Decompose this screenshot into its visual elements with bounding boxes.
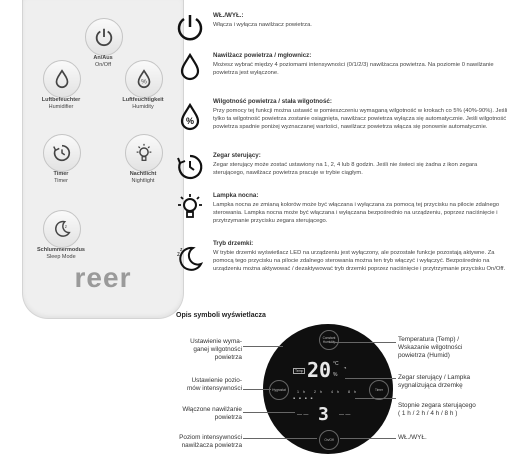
humidity-unit: % <box>333 372 338 378</box>
moon-icon <box>51 218 73 240</box>
humidifying-indicator: ▪ ▪ ▪ ▪ <box>293 396 314 402</box>
leader-line <box>243 346 283 347</box>
function-title: Lampka nocna: <box>213 192 259 199</box>
intensity-bars-left: — — <box>297 412 309 418</box>
timer-label: Timer Timer <box>53 171 69 184</box>
sleep-label: Schlummermodus Sleep Mode <box>37 247 85 260</box>
temperature-readout: 20 <box>307 358 332 382</box>
function-text: Włącza i wyłącza nawilżacz powietrza. <box>213 22 312 28</box>
function-text: Możesz wybrać między 4 poziomami intensywności (0/1/2/3) nawilżacza powietrza. Na poziomie 0 nawilżanie powietrza jest wyłączone. <box>213 62 494 76</box>
timer-status-icon: ◔ <box>343 366 347 372</box>
leader-line <box>340 438 396 439</box>
humidifier-label: Luftbefeuchter Humidifier <box>41 97 81 110</box>
callout-intensity-level: Poziom intensywności nawilżacza powietrza <box>179 434 242 450</box>
callout-timer-sleep: Zegar sterujący / Lampka sygnalizująca drzemkę <box>398 374 471 390</box>
power-icon <box>93 26 115 48</box>
function-text: Lampka nocna ze zmianą kolorów może być włączana i wyłączana za pomocą tej przycisku na pilocie zdalnego sterowania. Lampka nocna może być włączana i wyłączana bezpośrednio na urządzeniu, poprzez naciśnięcie i przytrzymanie przycisku zegara sterującego. <box>213 202 500 224</box>
function-row-nightlight <box>175 192 511 234</box>
function-text: W trybie drzemki wyświetlacz LED na urządzeniu jest wyłączony, ale pozostałe funkcje pozostają aktywne. Za pomocą tego przycisku na pilocie zdalnego sterowania można ten tryb włączyć i wyłączyć. Bezpośrednio na urządzeniu można aktywować / dezaktywować tryb drzemki poprzez naciśnięcie i przytrzymanie przycisku On/Off. <box>213 250 506 272</box>
timer-icon <box>175 152 205 182</box>
svg-text:z: z <box>177 252 180 258</box>
function-text: Przy pomocy tej funkcji można ustawić w pomieszczeniu wymaganą wilgotność w krokach co 5% (40%-90%). Jeśli tylko ta wilgotność powietrza zostanie osiągnięta, nawilżacz powietrza wyłącza się automatycznie. Jeśli wilgotność powietrza spadnie poniżej wyznaczanej wartości, nawilżacz powietrza włącza się ponownie automatycznie. <box>213 108 508 130</box>
timer-steps: 1h 2h 4h 8h <box>297 390 360 394</box>
humidity-button[interactable] <box>125 60 163 98</box>
svg-text:z: z <box>64 224 68 230</box>
humidifier-button[interactable] <box>43 60 81 98</box>
display-title: Opis symboli wyświetlacza <box>176 312 266 319</box>
droplet-icon <box>175 52 205 82</box>
lamp-icon <box>133 142 155 164</box>
constant-humidity-button[interactable]: Constant Humidity <box>319 330 339 350</box>
temp-unit: °C <box>333 361 339 367</box>
svg-text:z: z <box>180 247 183 253</box>
svg-text:%: % <box>185 116 195 126</box>
callout-humidifying-on: Włączone nawilżanie powietrza <box>182 406 242 422</box>
moon-icon <box>175 244 205 274</box>
leader-line <box>243 412 295 413</box>
function-title: Zegar sterujący: <box>213 152 261 159</box>
leader-line <box>355 398 396 399</box>
function-row-humidifier <box>175 52 511 92</box>
nightlight-label: Nachtlicht Nightlight <box>129 171 157 184</box>
droplet-icon <box>51 68 73 90</box>
function-title: Wilgotność powietrza / stała wilgotność: <box>213 98 332 105</box>
function-text: Zegar sterujący może zostać ustawiony na 1, 2, 4 lub 8 godzin. Jeśli nie świeci się żadna z ikon zegara sterującego, nawilżacz powietrza pracuje w trybie ciągłym. <box>213 162 478 176</box>
onoff-button[interactable] <box>85 18 123 56</box>
remote-control <box>22 0 184 319</box>
function-row-humidity <box>175 98 511 148</box>
timer-button[interactable]: Timer <box>369 380 389 400</box>
callout-timer-steps: Stopnie zegara sterującego ( 1 h / 2 h / 4 h / 8 h ) <box>398 402 476 418</box>
leader-line <box>243 389 271 390</box>
onoff-label: An/Aus On/Off <box>93 55 113 68</box>
onoff-button[interactable]: On/Off <box>319 430 339 450</box>
function-title: Nawilżacz powietrza / mgłownicz: <box>213 52 312 59</box>
callout-temp-humidity: Temperatura (Temp) / Wskazanie wilgotności powietrza (Humid) <box>398 336 463 360</box>
function-title: Tryb drzemki: <box>213 240 254 247</box>
leader-line <box>243 438 317 439</box>
timer-icon <box>51 142 73 164</box>
sleep-button[interactable] <box>43 210 81 248</box>
function-row-timer <box>175 152 511 188</box>
function-title: WŁ./WYŁ.: <box>213 12 244 19</box>
leader-line <box>345 378 396 379</box>
callout-onoff: WŁ./WYŁ. <box>398 434 427 441</box>
callout-intensity-setting: Ustawienie pozio- mów intensywności <box>186 377 242 393</box>
intensity-bars-right: — — <box>339 412 351 418</box>
power-icon <box>175 12 205 42</box>
hygrostat-button[interactable]: Hygrostat <box>269 380 289 400</box>
lamp-icon <box>175 192 205 222</box>
svg-text:%: % <box>141 78 147 86</box>
function-row-onoff <box>175 12 511 42</box>
reer-logo: reer <box>74 262 132 293</box>
intensity-level-readout: 3 <box>318 404 329 425</box>
display-panel <box>263 324 393 454</box>
timer-button[interactable] <box>43 134 81 172</box>
nightlight-button[interactable] <box>125 134 163 172</box>
leader-line <box>330 342 396 343</box>
temp-tag: Temp <box>295 369 304 373</box>
humidity-icon <box>133 68 155 90</box>
humidity-label: Luftfeuchtigkeit Humidity <box>122 97 164 110</box>
humidity-icon <box>175 102 205 132</box>
callout-humidity-setting: Ustawienie wyma- ganej wilgotności powietrza <box>190 338 242 362</box>
function-row-sleep <box>175 240 511 290</box>
